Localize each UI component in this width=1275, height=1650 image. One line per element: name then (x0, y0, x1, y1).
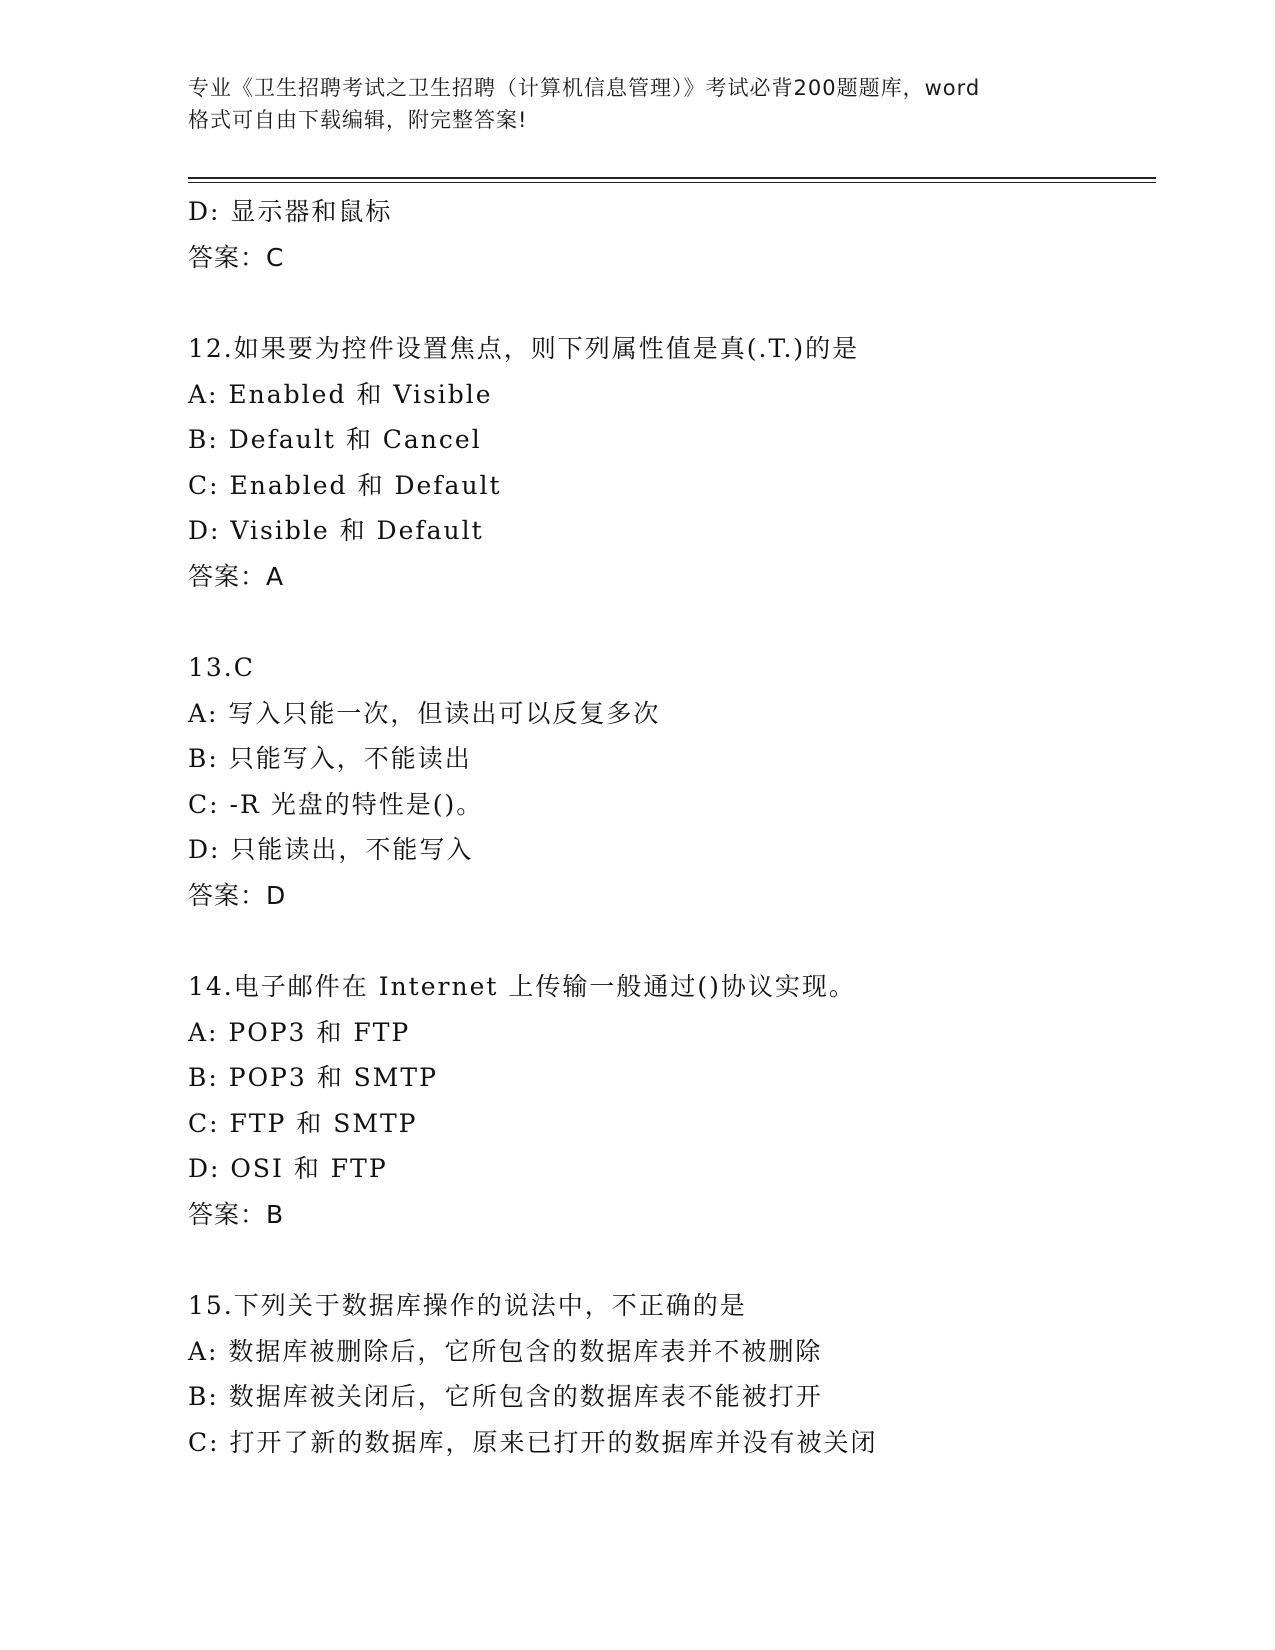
option-a: A: 写入只能一次，但读出可以反复多次 (188, 698, 661, 728)
question-block-12 (188, 326, 1148, 599)
option-b: B: 只能写入，不能读出 (188, 744, 472, 773)
question-text: 15.下列关于数据库操作的说法中，不正确的是 (188, 1291, 747, 1320)
answer-line: 答案：D (188, 880, 287, 910)
option-a: A: Enabled 和 Visible (188, 379, 493, 409)
header-divider-thick (188, 177, 1156, 179)
option-c: C: 打开了新的数据库，原来已打开的数据库并没有被关闭 (188, 1427, 878, 1457)
answer-line: 答案：C (188, 242, 285, 272)
answer-line: 答案：B (188, 1199, 285, 1229)
option-b: B: 数据库被关闭后，它所包含的数据库表不能被打开 (188, 1382, 823, 1411)
question-text: 13.C (188, 653, 255, 682)
document-header (188, 72, 1088, 136)
option-c: C: Enabled 和 Default (188, 470, 502, 500)
option-d: D: OSI 和 FTP (188, 1154, 388, 1183)
option-b: B: POP3 和 SMTP (188, 1063, 438, 1092)
answer-line: 答案：A (188, 561, 285, 591)
question-text: 14.电子邮件在 Internet 上传输一般通过()协议实现。 (188, 972, 856, 1001)
option-a: A: 数据库被删除后，它所包含的数据库表并不被删除 (188, 1336, 823, 1366)
question-block-14 (188, 964, 1148, 1237)
option-c: C: -R 光盘的特性是()。 (188, 789, 484, 819)
question-block-15 (188, 1283, 1148, 1465)
option-c: C: FTP 和 SMTP (188, 1108, 418, 1138)
option-d: D: 显示器和鼠标 (188, 197, 393, 226)
option-b: B: Default 和 Cancel (188, 425, 482, 454)
option-d: D: Visible 和 Default (188, 516, 484, 545)
question-block-13 (188, 645, 1148, 918)
question-block-11-tail (188, 189, 1148, 280)
header-line-2: 格式可自由下载编辑，附完整答案! (188, 108, 528, 132)
header-divider-thin (188, 182, 1156, 183)
option-a: A: POP3 和 FTP (188, 1017, 411, 1047)
header-line-1: 专业《卫生招聘考试之卫生招聘（计算机信息管理）》考试必背200题题库，word (188, 76, 981, 100)
question-text: 12.如果要为控件设置焦点，则下列属性值是真(.T.)的是 (188, 334, 860, 363)
question-list (188, 189, 1148, 1465)
option-d: D: 只能读出，不能写入 (188, 835, 474, 864)
